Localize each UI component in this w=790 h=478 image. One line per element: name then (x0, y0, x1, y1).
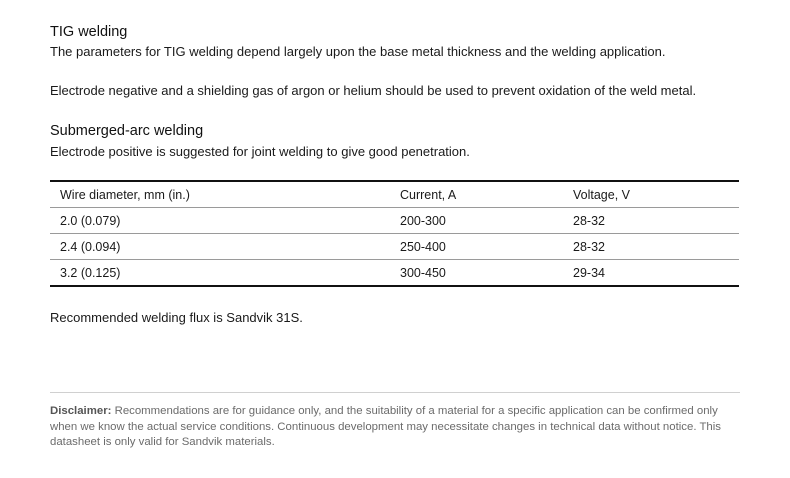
tig-welding-heading: TIG welding (50, 24, 128, 40)
disclaimer-divider (50, 392, 740, 393)
cell-wire-diameter: 2.4 (0.094) (50, 234, 390, 260)
cell-voltage: 29-34 (563, 260, 739, 286)
cell-current: 300-450 (390, 260, 563, 286)
submerged-arc-heading: Submerged-arc welding (50, 123, 204, 139)
table-header-row (50, 182, 739, 208)
cell-voltage: 28-32 (563, 208, 739, 234)
cell-wire-diameter: 3.2 (0.125) (50, 260, 390, 286)
disclaimer-text: Recommendations are for guidance only, and the suitability of a material for a specific application can be confirmed only when we know the actual service conditions. Continuous development may necessitate changes in technical data without notice. This datasheet is only valid for Sandvik materials. (50, 405, 721, 448)
table-row (50, 260, 739, 286)
submerged-arc-paragraph: Electrode positive is suggested for joint welding to give good penetration. (50, 144, 470, 159)
column-header-voltage: Voltage, V (573, 187, 630, 202)
tig-parameters-paragraph: The parameters for TIG welding depend largely upon the base metal thickness and the welding application. (50, 44, 666, 59)
welding-parameters-table (50, 180, 739, 287)
disclaimer (50, 404, 740, 451)
table-row (50, 234, 739, 260)
column-header-wire-diameter: Wire diameter, mm (in.) (60, 187, 190, 202)
tig-shielding-gas-paragraph: Electrode negative and a shielding gas of argon or helium should be used to prevent oxidation of the weld metal. (50, 83, 697, 98)
welding-flux-note: Recommended welding flux is Sandvik 31S. (50, 310, 303, 325)
cell-current: 250-400 (390, 234, 563, 260)
cell-current: 200-300 (390, 208, 563, 234)
table-row (50, 208, 739, 234)
cell-voltage: 28-32 (563, 234, 739, 260)
column-header-current: Current, A (400, 187, 457, 202)
cell-wire-diameter: 2.0 (0.079) (50, 208, 390, 234)
disclaimer-label: Disclaimer: (50, 405, 112, 417)
